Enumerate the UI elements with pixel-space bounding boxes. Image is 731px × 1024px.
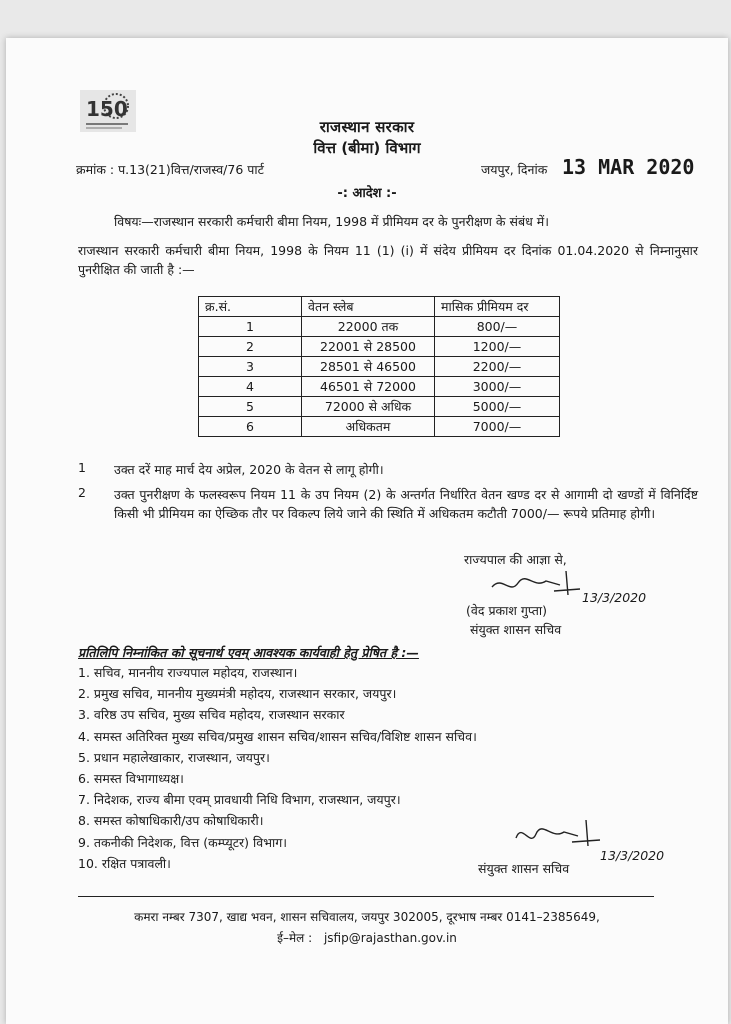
list-item: 3. वरिष्ठ उप सचिव, मुख्य सचिव महोदय, राजस्थान सरकार xyxy=(78,707,345,723)
list-item: 7. निदेशक, राज्य बीमा एवम् प्रावधायी निधि विभाग, राजस्थान, जयपुर। xyxy=(78,792,401,808)
signature-scribble xyxy=(484,565,594,605)
list-item: 5. प्रधान महालेखाकार, राजस्थान, जयपुर। xyxy=(78,749,270,765)
header-slab: वेतन स्लेब xyxy=(302,297,435,317)
email-link[interactable]: jsfip@rajasthan.gov.in xyxy=(323,931,457,945)
table-row xyxy=(199,357,560,377)
note-number: 1 xyxy=(78,460,86,475)
cell-slab: 72000 से अधिक xyxy=(302,397,435,417)
note-text: उक्त पुनरीक्षण के फलस्वरूप नियम 11 के उप नियम (2) के अन्तर्गत निर्धारित वेतन खण्ड दर से आगामी दो खण्डों में विनिर्दिष्ट किसी भी प्रीमियम का ऐच्छिक तौर पर विकल्प लिये जाने की स्थिति में अधिकतम कटौती 7000/— रूपये प्रतिमाह होगी। xyxy=(114,487,698,521)
list-item: 10. रक्षित पत्रावली। xyxy=(78,855,171,871)
cell-sno: 3 xyxy=(199,357,302,377)
cell-sno: 1 xyxy=(199,317,302,337)
table-row xyxy=(199,397,560,417)
cell-premium: 800/— xyxy=(435,317,560,337)
email-label: ई–मेल : xyxy=(277,931,313,945)
order-title: -: आदेश :- xyxy=(337,186,397,201)
copy-to-list xyxy=(78,662,477,874)
footer-divider xyxy=(78,896,654,897)
date-stamp: 13 MAR 2020 xyxy=(562,155,695,179)
cell-premium: 5000/— xyxy=(435,397,560,417)
list-item: 2. प्रमुख सचिव, माननीय मुख्यमंत्री महोदय, राजस्थान सरकार, जयपुर। xyxy=(78,686,397,702)
note-number: 2 xyxy=(78,485,86,500)
cell-slab: 22000 तक xyxy=(302,317,435,337)
footer-address: कमरा नम्बर 7307, खाद्य भवन, शासन सचिवालय, जयपुर 302005, दूरभाष नम्बर 0141–2385649, xyxy=(134,910,600,924)
cell-premium: 1200/— xyxy=(435,337,560,357)
signatory-name: (वेद प्रकाश गुप्ता) xyxy=(466,603,547,618)
cell-premium: 7000/— xyxy=(435,417,560,437)
cell-slab: 22001 से 28500 xyxy=(302,337,435,357)
list-item: 9. तकनीकी निदेशक, वित्त (कम्प्यूटर) विभाग। xyxy=(78,834,287,850)
list-item: 1. सचिव, माननीय राज्यपाल महोदय, राजस्थान। xyxy=(78,665,298,680)
list-item: 8. समस्त कोषाधिकारी/उप कोषाधिकारी। xyxy=(78,813,264,829)
cell-sno: 5 xyxy=(199,397,302,417)
cc-sign-designation: संयुक्त शासन सचिव xyxy=(478,861,570,876)
cell-premium: 2200/— xyxy=(435,357,560,377)
copy-to-heading: प्रतिलिपि निम्नांकित को सूचनार्थ एवम् आवश्यक कार्यवाही हेतु प्रेषित है :— xyxy=(78,645,419,660)
cell-premium: 3000/— xyxy=(435,377,560,397)
cell-slab: 46501 से 72000 xyxy=(302,377,435,397)
cell-sno: 2 xyxy=(199,337,302,357)
header-premium: मासिक प्रीमियम दर xyxy=(435,297,560,317)
cell-slab: अधिकतम xyxy=(302,417,435,437)
table-row xyxy=(199,337,560,357)
list-item: 4. समस्त अतिरिक्त मुख्य सचिव/प्रमुख शासन सचिव/शासन सचिव/विशिष्ट शासन सचिव। xyxy=(78,728,477,744)
cell-sno: 4 xyxy=(199,377,302,397)
signatory-designation: संयुक्त शासन सचिव xyxy=(470,622,562,637)
footer-email-line xyxy=(6,929,728,946)
note-text: उक्त दरें माह मार्च देय अप्रेल, 2020 के वेतन से लागू होगी। xyxy=(114,462,384,477)
table-row xyxy=(199,377,560,397)
place-date-label: जयपुर, दिनांक xyxy=(481,162,548,177)
subject-line: विषयः—राजस्थान सरकारी कर्मचारी बीमा नियम, 1998 में प्रीमियम दर के पुनरीक्षण के संबंध में। xyxy=(114,214,549,229)
document-page xyxy=(6,38,728,1024)
govt-title: राजस्थान सरकार xyxy=(319,118,415,136)
table-header-row xyxy=(199,297,560,317)
department-title: वित्त (बीमा) विभाग xyxy=(313,139,421,157)
logo-text: 150 xyxy=(86,97,128,121)
table-row xyxy=(199,417,560,437)
cc-sign-date: 13/3/2020 xyxy=(600,848,665,863)
order-authority-line: राज्यपाल की आज्ञा से, xyxy=(464,552,567,567)
reference-number: क्रमांक : प.13(21)वित्त/राजस्व/76 पार्ट xyxy=(76,162,264,177)
cell-slab: 28501 से 46500 xyxy=(302,357,435,377)
table-row xyxy=(199,317,560,337)
list-item: 6. समस्त विभागाध्यक्ष। xyxy=(78,770,184,786)
premium-rate-table xyxy=(198,296,560,437)
intro-paragraph: राजस्थान सरकारी कर्मचारी बीमा नियम, 1998 के नियम 11 (1) (i) में संदेय प्रीमियम दर दिनांक 01.04.2020 से निम्नानुसार पुनरीक्षित की जाती है :— xyxy=(78,243,698,277)
signed-date: 13/3/2020 xyxy=(582,590,647,605)
header-sno: क्र.सं. xyxy=(199,297,302,317)
cell-sno: 6 xyxy=(199,417,302,437)
